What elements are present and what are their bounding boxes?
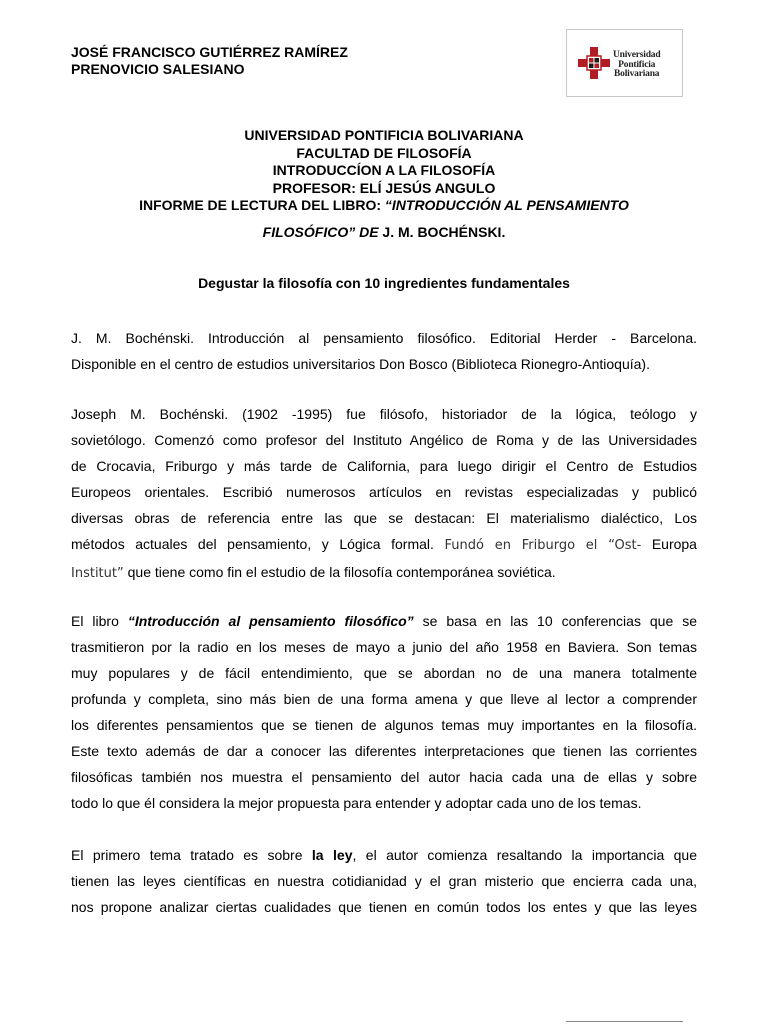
report-title-line2: FILOSÓFICO” DE J. M. BOCHÉNSKI. <box>262 223 506 240</box>
faculty-name: FACULTAD DE FILOSOFÍA <box>296 144 472 161</box>
professor-name: PROFESOR: ELÍ JESÚS ANGULO <box>272 179 496 196</box>
logo-wordmark: Universidad Pontificia Bolivariana <box>613 50 661 79</box>
page-divider <box>566 1021 683 1022</box>
author-bio-paragraph: Joseph M. Bochénski. (1902 -1995) fue filósofo, historiador de la lógica, teólogo y sovietólogo. Comenzó como profesor del Instituto Angélico de Roma y de las Universidades de Crocavia, Friburgo y más tarde de California, para luego dirigir el Centro de Estudios Europeos orientales. Escribió numerosos artículos en revistas especializadas y publicó diversas obras de referencia entre las que se destacan: El materialismo dialéctico, Los métodos actuales del pensamiento, y Lógica formal. Fundó en Friburgo el “Ost- Europa Institut” que tiene como fin el estudio de la filosofía contemporánea soviética. <box>71 406 697 581</box>
essay-subtitle: Degustar la filosofía con 10 ingredientes fundamentales <box>198 275 570 291</box>
author-name: JOSÉ FRANCISCO GUTIÉRREZ RAMÍREZ <box>71 44 348 60</box>
report-title-line1: INFORME DE LECTURA DEL LIBRO: “INTRODUCCIÓN AL PENSAMIENTO <box>139 197 629 213</box>
reference-paragraph: J. M. Bochénski. Introducción al pensamiento filosófico. Editorial Herder - Barcelona. Disponible en el centro de estudios universitarios Don Bosco (Biblioteca Rionegro-Antioquía). <box>71 330 697 372</box>
author-role: PRENOVICIO SALESIANO <box>71 61 245 77</box>
book-summary-paragraph: El libro “Introducción al pensamiento filosófico” se basa en las 10 conferencias que se trasmitieron por la radio en los meses de mayo a junio del año 1958 en Baviera. Son temas muy populares y de fácil entendimiento, que se abordan no de una manera totalmente profunda y completa, sino más bien de una forma amena y que lleve al lector a comprender los diferentes pensamientos que se tienen de algunos temas muy importantes en la filosofía. Este texto además de dar a conocer las diferentes interpretaciones que tienen las corrientes filosóficas también nos muestra el pensamiento del autor hacia cada una de ellas y sobre todo lo que él considera la mejor propuesta para entender y adoptar cada uno de los temas. <box>71 613 697 811</box>
first-topic-paragraph: El primero tema tratado es sobre la ley, el autor comienza resaltando la importancia que tienen las leyes científicas en nuestra cotidianidad y el gran misterio que encierra cada una, nos propone analizar ciertas cualidades que tienen en común todos los entes y que las leyes <box>71 847 698 915</box>
university-crest-icon <box>577 46 611 80</box>
course-name: INTRODUCCÍON A LA FILOSOFÍA <box>272 162 496 178</box>
university-name: UNIVERSIDAD PONTIFICIA BOLIVARIANA <box>244 127 524 143</box>
university-logo <box>566 29 683 97</box>
author-block <box>71 44 348 78</box>
document-header <box>71 127 697 241</box>
